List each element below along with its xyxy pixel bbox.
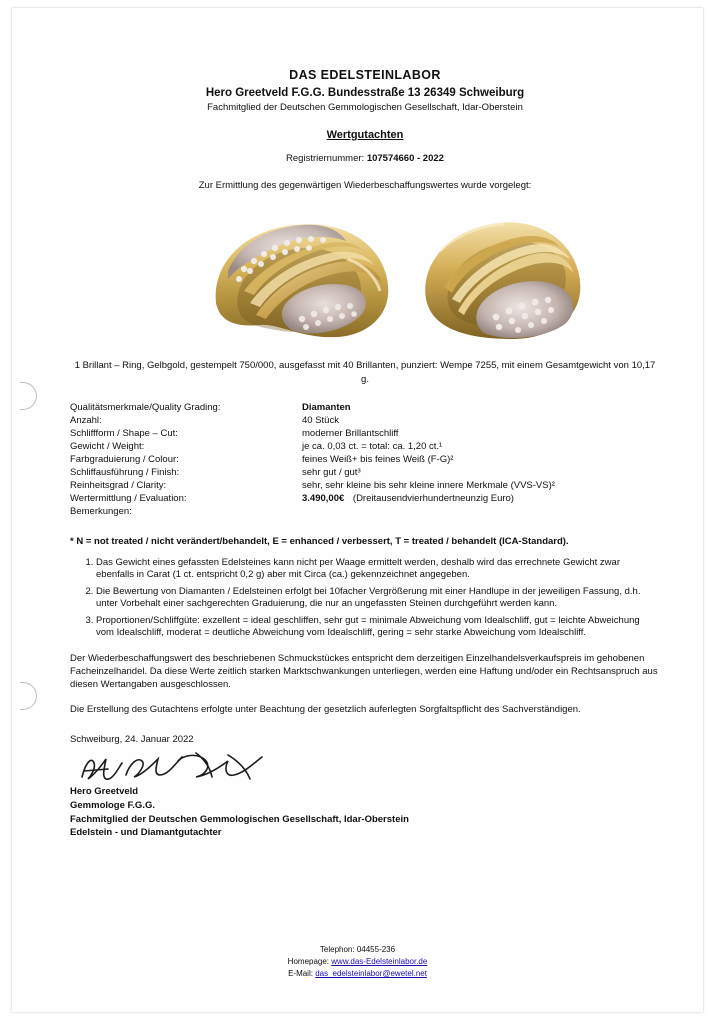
table-row-evaluation — [70, 492, 660, 505]
list-item: 1. Das Gewicht eines gefassten Edelsteines kann nicht per Waage ermittelt werden, deshalb wird das errechnete Gewicht zwar ebenfalls in Carat (1 ct. entspricht 0,2 g) aber mit Circa (ca.) gekennzeichnet angegeben. — [96, 557, 660, 582]
footer-phone: Telephon: 04455-236 — [319, 945, 396, 954]
lab-name: DAS EDELSTEINLABOR — [289, 68, 441, 82]
signer-name: Hero Greetveld — [70, 786, 139, 798]
row-label-reinheitsgrad: Reinheitsgrad / Clarity: — [70, 479, 167, 491]
footer-email-line — [12, 968, 703, 980]
evaluation-cell — [302, 492, 660, 505]
footer-homepage-label: Homepage: — [287, 957, 332, 966]
row-label-farbgraduierung: Farbgraduierung / Colour: — [70, 453, 179, 465]
table-row-heading — [70, 401, 660, 414]
row-value-anzahl: 40 Stück — [302, 414, 339, 426]
registration-number: 107574660 - 2022 — [366, 153, 444, 164]
table-row — [70, 453, 660, 466]
page-footer — [12, 944, 703, 980]
membership-line: Fachmitglied der Deutschen Gemmologischen Gesellschaft, Idar-Oberstein — [207, 102, 523, 113]
punch-hole-bottom — [20, 682, 37, 710]
signer-title: Gemmologe F.G.G. — [70, 799, 155, 811]
disclaimer-paragraph: Der Wiederbeschaffungswert des beschriebenen Schmuckstückes entspricht dem derzeitigen Einzelhandelsverkaufspreis im gehobenen Facheinzelhandel. Da diese Werte zeitlich starken Marktschwankungen unterliegen, werden eine Haftung und/oder ein Rechtsanspruch aus diesen Wertangaben ausgeschlossen. — [70, 652, 658, 690]
footer-homepage-line — [12, 956, 703, 968]
place-and-date: Schweiburg, 24. Januar 2022 — [70, 734, 194, 746]
remarks-label: Bemerkungen: — [70, 505, 132, 517]
evaluation-label: Wertermittlung / Evaluation: — [70, 492, 187, 504]
row-value-schliffform: moderner Brillantschliff — [302, 427, 399, 439]
table-row — [70, 427, 660, 440]
row-label-gewicht: Gewicht / Weight: — [70, 440, 145, 452]
paper-sheet — [12, 8, 703, 1012]
table-row — [70, 479, 660, 492]
row-value-reinheitsgrad: sehr, sehr kleine bis sehr kleine innere Merkmale (VVS-VS)² — [302, 479, 555, 491]
table-row — [70, 440, 660, 453]
row-value-gewicht: je ca. 0,03 ct. = total: ca. 1,20 ct.¹ — [302, 440, 443, 452]
grading-heading-label: Qualitätsmerkmale/Quality Grading: — [70, 401, 221, 413]
item-caption: 1 Brillant – Ring, Gelbgold, gestempelt 750/000, ausgefasst mit 40 Brillanten, punziert: Wempe 7255, mit einem Gesamtgewicht von 10,17 g. — [74, 360, 656, 385]
signer-role: Edelstein - und Diamantgutachter — [70, 827, 222, 839]
punch-hole-top — [20, 382, 37, 410]
homepage-link[interactable]: www.das-Edelsteinlabor.de — [331, 957, 428, 966]
registration-line — [70, 153, 660, 164]
expert-address: Hero Greetveld F.G.G. Bundesstraße 13 26349 Schweiburg — [205, 87, 525, 99]
signer-membership: Fachmitglied der Deutschen Gemmologischen Gesellschaft, Idar-Oberstein — [70, 813, 409, 825]
ring-photograph — [70, 201, 660, 349]
signer-block — [70, 785, 660, 840]
ring-image-left — [198, 207, 398, 347]
evaluation-words: (Dreitausendvierhundertneunzig Euro) — [352, 492, 514, 504]
remarks-value — [302, 505, 660, 518]
intro-text: Zur Ermittlung des gegenwärtigen Wiederbeschaffungswertes wurde vorgelegt: — [198, 180, 532, 191]
document-type: Wertgutachten — [326, 129, 404, 141]
table-row — [70, 466, 660, 479]
registration-label: Registriernummer: — [286, 153, 367, 164]
footnote-list — [74, 557, 660, 640]
ring-image-right — [400, 207, 590, 347]
table-row-remarks — [70, 505, 660, 518]
row-label-anzahl: Anzahl: — [70, 414, 102, 426]
treatment-legend: * N = not treated / nicht verändert/behandelt, E = enhanced / verbessert, T = treated / behandelt (ICA-Standard). — [70, 535, 569, 547]
list-item: 3. Proportionen/Schliffgüte: exzellent = ideal geschliffen, sehr gut = minimale Abweichung vom Idealschliff, gut = leichte Abweichung vom Idealschliff, moderat = deutliche Abweichung vom Idealschliff, gering = sehr starke Abweichung vom Idealschliff. — [96, 615, 660, 640]
row-label-schliffform: Schliffform / Shape – Cut: — [70, 427, 178, 439]
evaluation-amount: 3.490,00€ — [302, 492, 345, 504]
table-row — [70, 414, 660, 427]
document-content — [70, 68, 660, 840]
diligence-paragraph: Die Erstellung des Gutachtens erfolgte unter Beachtung der gesetzlich auferlegten Sorgfaltspflicht des Sachverständigen. — [70, 704, 581, 716]
grading-table — [70, 401, 660, 518]
footer-email-label: E-Mail: — [288, 969, 316, 978]
list-item: 2. Die Bewertung von Diamanten / Edelsteinen erfolgt bei 10facher Vergrößerung mit einer Handlupe in der jeweiligen Fassung, d.h. unter Vorbehalt einer sachgerechten Graduierung, die nur an ungefassten Steinen durchgeführt werden kann. — [96, 586, 660, 611]
handwritten-signature — [70, 751, 660, 785]
grading-heading-value: Diamanten — [302, 401, 351, 413]
row-value-schliffausfuehrung: sehr gut / gut³ — [302, 466, 361, 478]
row-value-farbgraduierung: feines Weiß+ bis feines Weiß (F-G)² — [302, 453, 454, 465]
row-label-schliffausfuehrung: Schliffausführung / Finish: — [70, 466, 180, 478]
email-link[interactable]: das_edelsteinlabor@ewetel.net — [315, 969, 427, 978]
